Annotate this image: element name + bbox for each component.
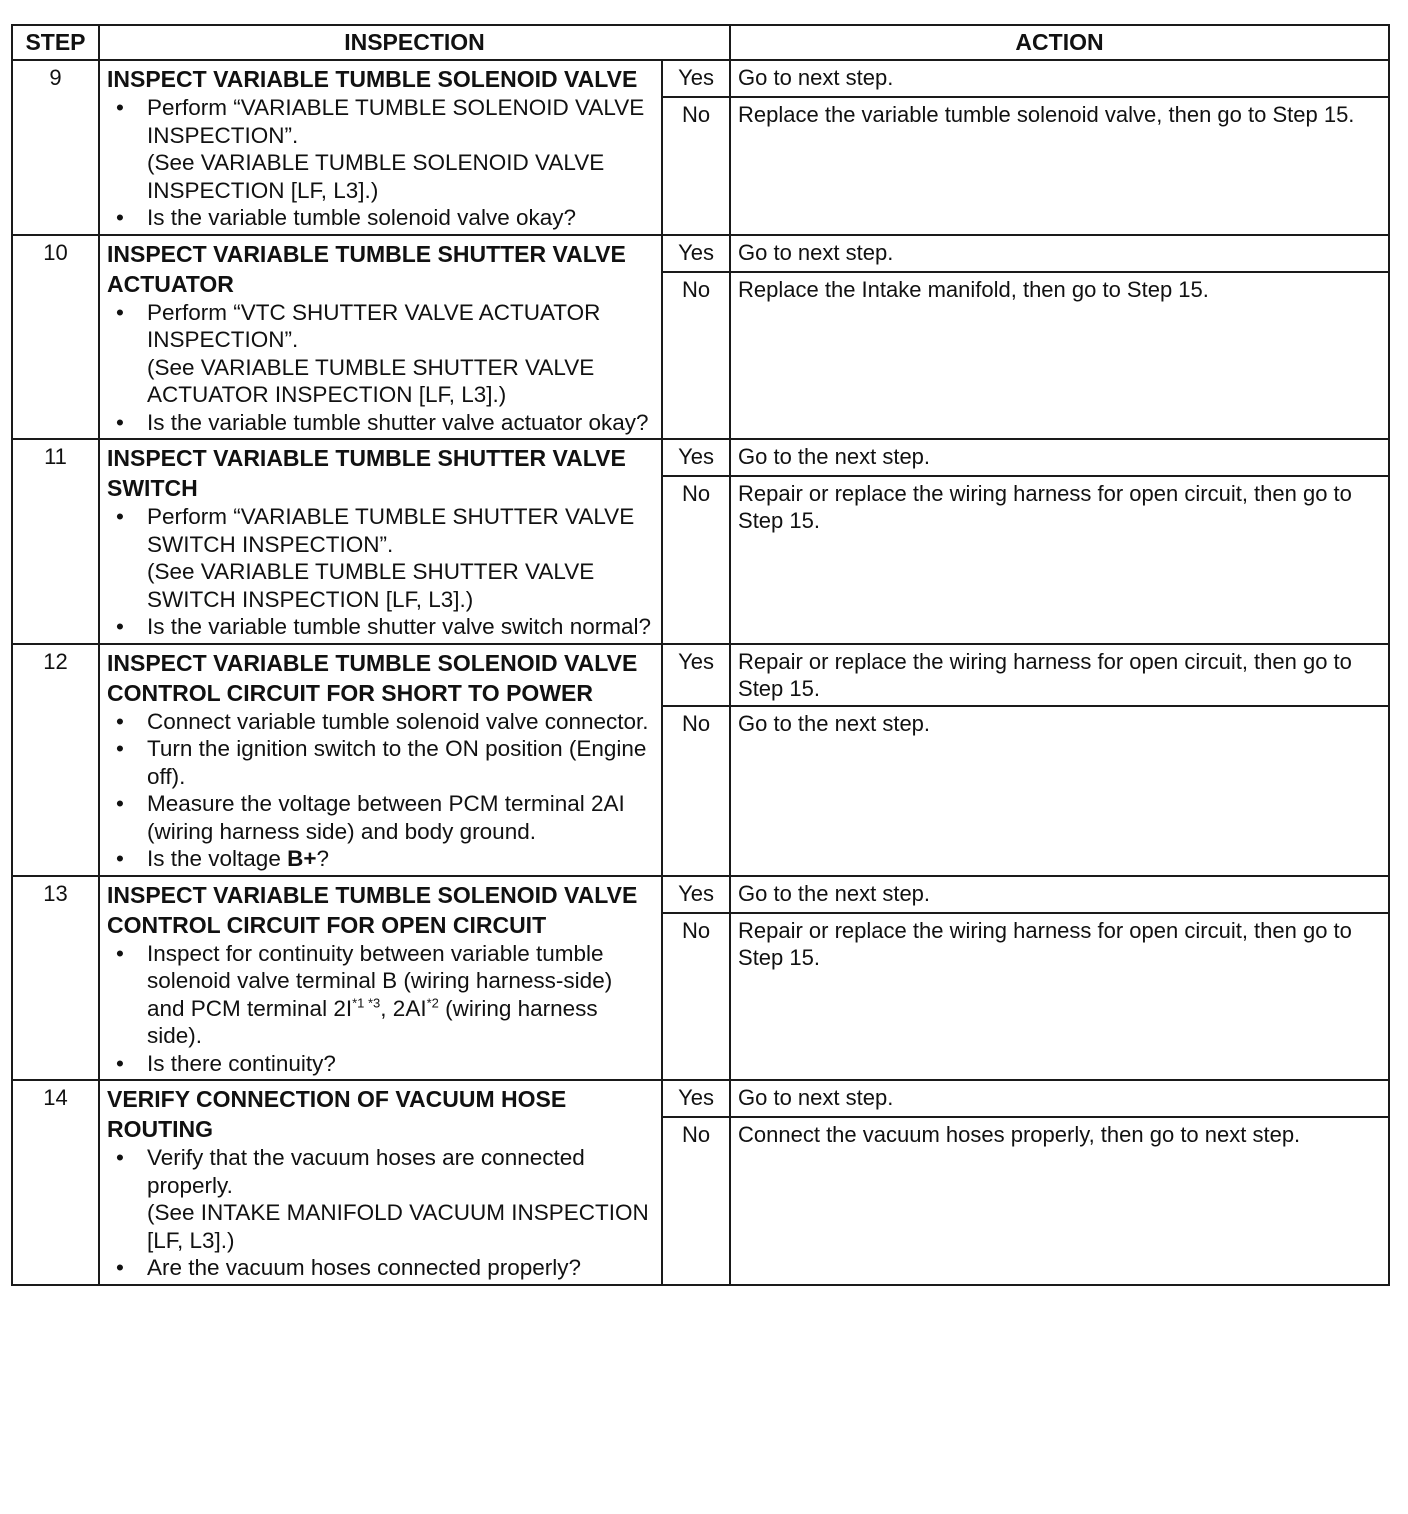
yes-label: Yes	[662, 1080, 730, 1117]
inspection-bullet: • Is the variable tumble shutter valve actuator okay?	[107, 409, 655, 437]
inspection-title: INSPECT VARIABLE TUMBLE SOLENOID VALVE CONTROL CIRCUIT FOR SHORT TO POWER	[107, 649, 638, 706]
inspection-cell	[99, 235, 662, 440]
reference-note: (See VARIABLE TUMBLE SOLENOID VALVE INSPECTION [LF, L3].)	[147, 150, 605, 203]
inspection-title: INSPECT VARIABLE TUMBLE SOLENOID VALVE	[107, 66, 638, 92]
inspection-bullet: • Perform “VARIABLE TUMBLE SOLENOID VALVE INSPECTION”. (See VARIABLE TUMBLE SOLENOID VALVE INSPECTION [LF, L3].)	[107, 94, 655, 204]
inspection-title: INSPECT VARIABLE TUMBLE SHUTTER VALVE ACTUATOR	[107, 240, 626, 297]
inspection-title: INSPECT VARIABLE TUMBLE SOLENOID VALVE CONTROL CIRCUIT FOR OPEN CIRCUIT	[107, 881, 638, 938]
inspection-bullet: • Connect variable tumble solenoid valve connector.	[107, 708, 655, 736]
yes-action: Repair or replace the wiring harness for open circuit, then go to Step 15.	[730, 644, 1389, 706]
yes-label: Yes	[662, 235, 730, 272]
table-row	[12, 876, 1389, 913]
table-row	[12, 439, 1389, 476]
yes-action: Go to next step.	[730, 1080, 1389, 1117]
no-label: No	[662, 476, 730, 644]
yes-action: Go to next step.	[730, 235, 1389, 272]
no-label: No	[662, 706, 730, 876]
step-number: 10	[12, 235, 99, 440]
step-number: 13	[12, 876, 99, 1081]
yes-label: Yes	[662, 644, 730, 706]
inspection-bullet: • Verify that the vacuum hoses are connected properly. (See INTAKE MANIFOLD VACUUM INSPECTION [LF, L3].)	[107, 1144, 655, 1254]
inspection-bullet: • Is the voltage B+?	[107, 845, 655, 873]
inspection-cell	[99, 60, 662, 235]
no-label: No	[662, 913, 730, 1081]
table-row	[12, 60, 1389, 97]
inspection-bullet: • Is there continuity?	[107, 1050, 655, 1078]
no-action: Repair or replace the wiring harness for open circuit, then go to Step 15.	[730, 913, 1389, 1081]
table-header-row	[12, 25, 1389, 60]
inspection-bullet: • Measure the voltage between PCM terminal 2AI (wiring harness side) and body ground.	[107, 790, 655, 845]
no-action: Go to the next step.	[730, 706, 1389, 876]
no-action: Repair or replace the wiring harness for open circuit, then go to Step 15.	[730, 476, 1389, 644]
step-number: 11	[12, 439, 99, 644]
troubleshooting-table	[11, 24, 1390, 1286]
inspection-cell	[99, 876, 662, 1081]
step-number: 12	[12, 644, 99, 876]
step-number: 14	[12, 1080, 99, 1285]
no-action: Connect the vacuum hoses properly, then go to next step.	[730, 1117, 1389, 1285]
inspection-bullet: • Is the variable tumble solenoid valve okay?	[107, 204, 655, 232]
inspection-bullet: • Inspect for continuity between variable tumble solenoid valve terminal B (wiring harness-side) and PCM terminal $2I^{*1 *3}$, 2AI$^{*2}$ (wiring harness side).	[107, 940, 655, 1050]
inspection-cell	[99, 644, 662, 876]
inspection-cell	[99, 1080, 662, 1285]
table-row	[12, 644, 1389, 706]
reference-note: (See INTAKE MANIFOLD VACUUM INSPECTION [LF, L3].)	[147, 1200, 649, 1253]
no-action: Replace the Intake manifold, then go to Step 15.	[730, 272, 1389, 440]
inspection-bullet: • Is the variable tumble shutter valve switch normal?	[107, 613, 655, 641]
yes-action: Go to the next step.	[730, 876, 1389, 913]
inspection-bullet: • Are the vacuum hoses connected properly?	[107, 1254, 655, 1282]
no-label: No	[662, 1117, 730, 1285]
inspection-title: VERIFY CONNECTION OF VACUUM HOSE ROUTING	[107, 1086, 567, 1142]
table-row	[12, 1080, 1389, 1117]
step-number: 9	[12, 60, 99, 235]
inspection-bullet: • Perform “VTC SHUTTER VALVE ACTUATOR INSPECTION”. (See VARIABLE TUMBLE SHUTTER VALVE ACTUATOR INSPECTION [LF, L3].)	[107, 299, 655, 409]
inspection-column-header: INSPECTION	[99, 25, 730, 60]
inspection-title: INSPECT VARIABLE TUMBLE SHUTTER VALVE SWITCH	[107, 445, 626, 501]
inspection-bullet: • Turn the ignition switch to the ON position (Engine off).	[107, 735, 655, 790]
voltage-value: B+	[287, 846, 317, 871]
no-label: No	[662, 97, 730, 235]
no-label: No	[662, 272, 730, 440]
no-action: Replace the variable tumble solenoid valve, then go to Step 15.	[730, 97, 1389, 235]
action-column-header: ACTION	[730, 25, 1389, 60]
yes-label: Yes	[662, 439, 730, 476]
yes-action: Go to next step.	[730, 60, 1389, 97]
yes-label: Yes	[662, 876, 730, 913]
yes-action: Go to the next step.	[730, 439, 1389, 476]
inspection-cell	[99, 439, 662, 644]
table-row	[12, 235, 1389, 272]
inspection-bullet: • Perform “VARIABLE TUMBLE SHUTTER VALVE SWITCH INSPECTION”. (See VARIABLE TUMBLE SHUTTER VALVE SWITCH INSPECTION [LF, L3].)	[107, 503, 655, 613]
reference-note: (See VARIABLE TUMBLE SHUTTER VALVE SWITCH INSPECTION [LF, L3].)	[147, 559, 595, 612]
yes-label: Yes	[662, 60, 730, 97]
reference-note: (See VARIABLE TUMBLE SHUTTER VALVE ACTUATOR INSPECTION [LF, L3].)	[147, 354, 595, 407]
step-column-header: STEP	[12, 25, 99, 60]
